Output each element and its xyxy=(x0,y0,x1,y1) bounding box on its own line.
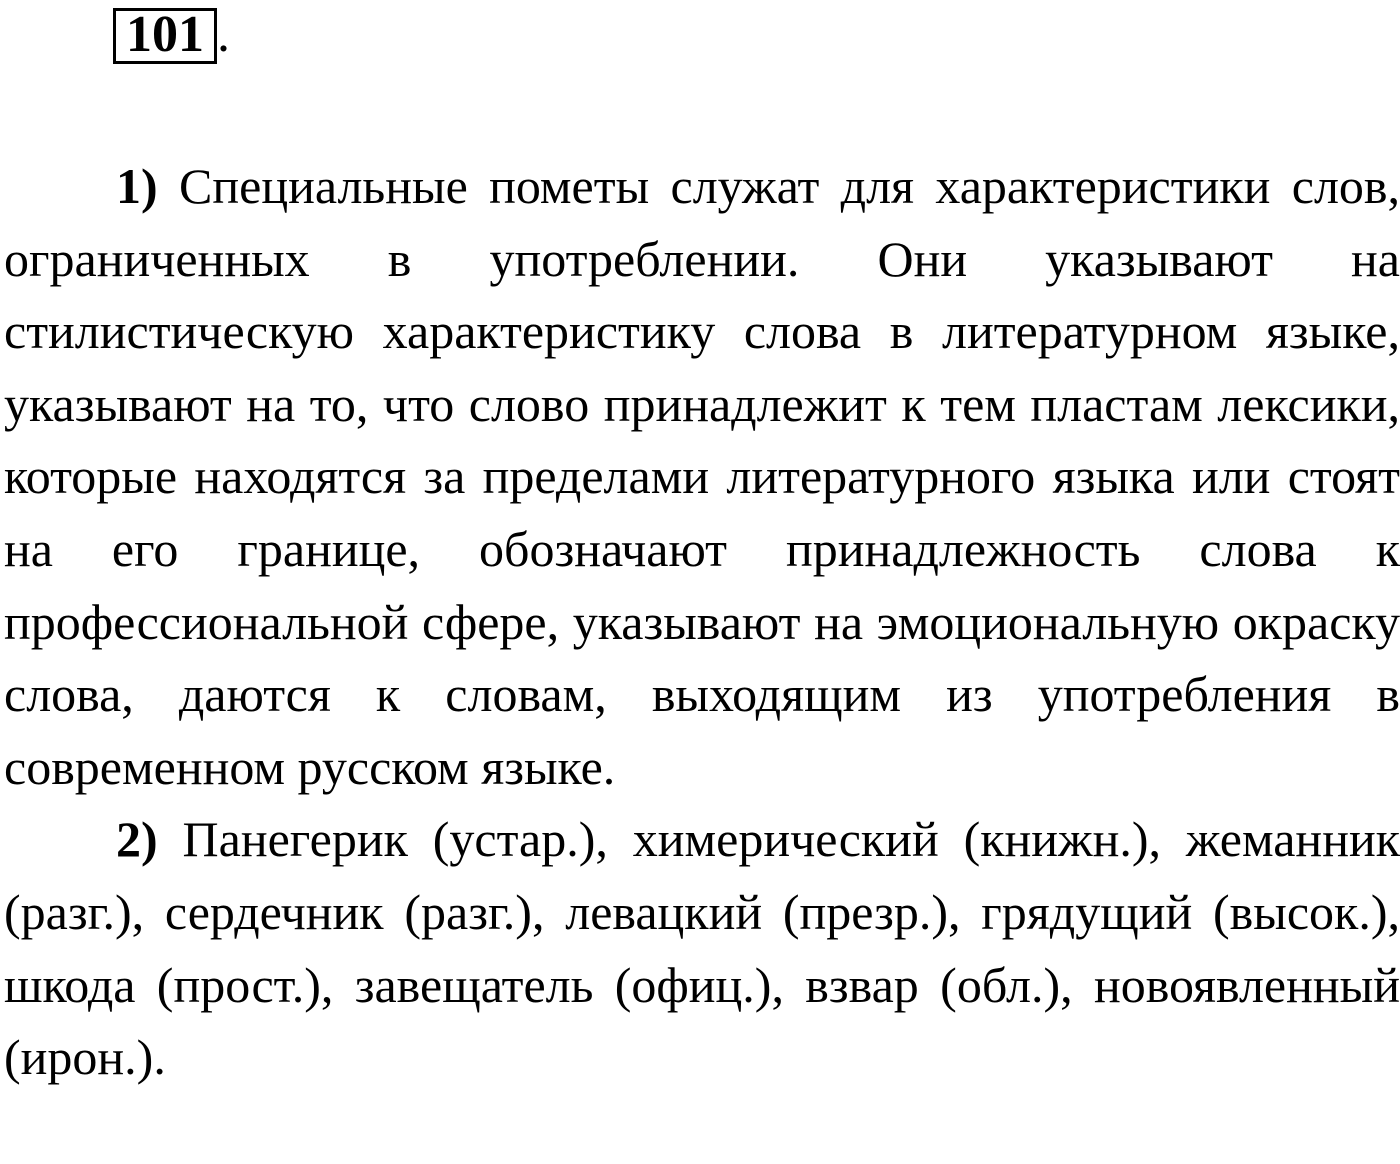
exercise-number-dot: . xyxy=(217,6,230,63)
answer-marker-1: 1) xyxy=(116,158,158,214)
answer-paragraph-1 xyxy=(4,150,1400,803)
exercise-number xyxy=(113,8,230,64)
answer-paragraph-2 xyxy=(4,803,1400,1093)
answer-text-1: Специальные пометы служат для характеристики слов, ограниченных в употреблении. Они указывают на стилистическую характеристику слова в литературном языке, указывают на то, что слово принадлежит к тем пластам лексики, которые находятся за пределами литературного языка или стоят на его границе, обозначают принадлежность слова к профессиональной сфере, указывают на эмоциональную окраску слова, даются к словам, выходящим из употребления в современном русском языке. xyxy=(4,158,1400,795)
answer-marker-2: 2) xyxy=(116,811,158,868)
answer-text-2: Панегерик (устар.), химерический (книжн.), жеманник (разг.), сердечник (разг.), левацкий (презр.), грядущий (высок.), шкода (прост.), завещатель (офиц.), взвар (обл.), новоявленный (ирон.). xyxy=(4,811,1400,1086)
exercise-number-box: 101 xyxy=(113,8,217,64)
answer-content xyxy=(4,150,1400,1094)
